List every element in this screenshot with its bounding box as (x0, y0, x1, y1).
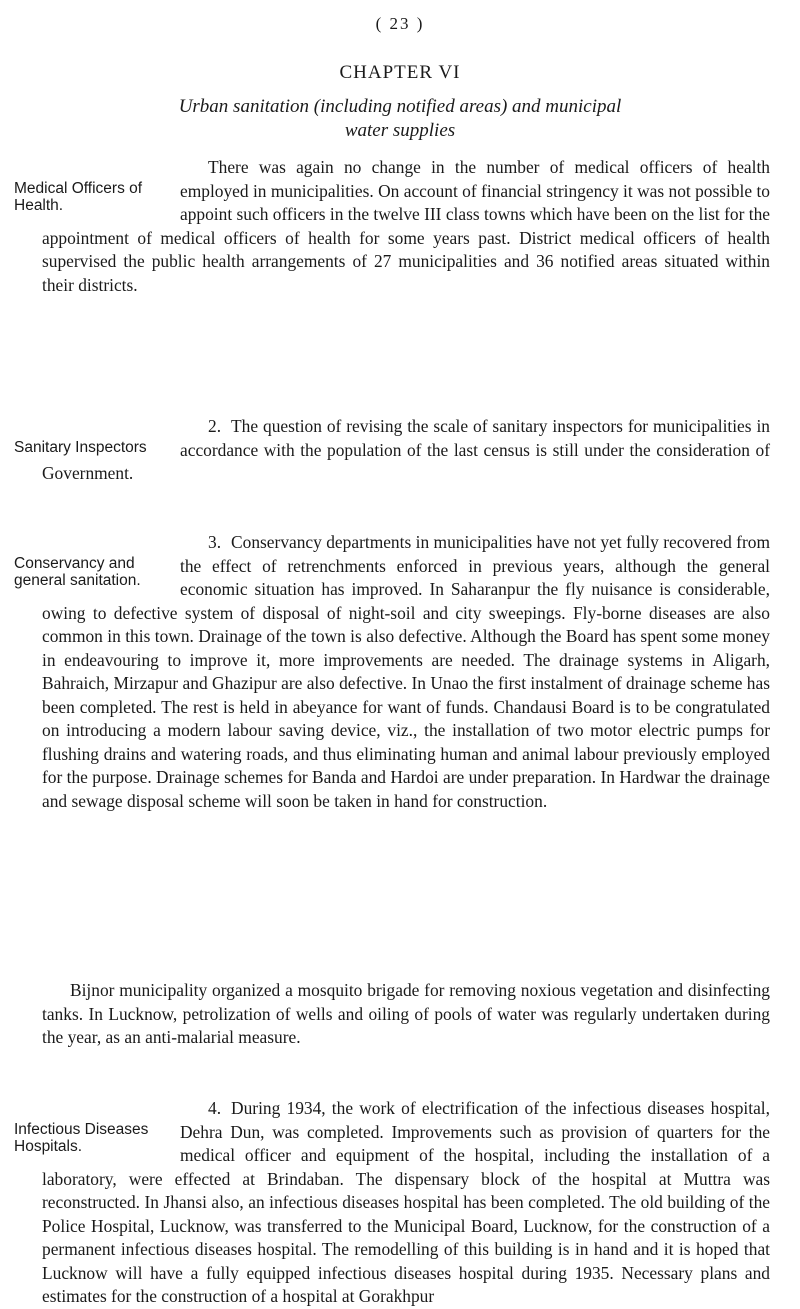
paragraph-number: 4. (208, 1098, 222, 1118)
paragraph-number: 3. (208, 532, 222, 552)
chapter-title: CHAPTER VI (339, 62, 461, 83)
paragraph-text: Bijnor municipality organized a mosquito brigade for removing noxious vegetation and disinfecting tanks. In Lucknow, petrolization of wells and oiling of pools of water was regularly undertaken during the year, as an anti-malarial measure. (42, 980, 770, 1047)
paragraph-medical-officers (14, 156, 770, 297)
side-heading-infectious-diseases: Infectious Diseases Hospitals. (14, 1120, 149, 1155)
paragraph-number: 2. (208, 416, 222, 436)
side-heading-medical-officers: Medical Officers of Health. (14, 179, 143, 214)
paragraph-text: Conservancy departments in municipalities have not yet fully recovered from the effect of retrenchments enforced in previous years, although the general economic situation has improved. In Saharanpur the fly nuisance is considerable, owing to defective system of disposal of night-soil and city sweepings. Fly-borne diseases are also common in this town. Drainage of the town is also defective. Although the Board has spent some money in endeavouring to improve it, more improvements are needed. The drainage systems in Aligarh, Bahraich, Mirzapur and Ghazipur are also defective. In Unao the first instalment of drainage scheme has been completed. The rest is held in abeyance for want of funds. Chandausi Board is to be congratulated on introducing a modern labour saving device, viz., the installation of two motor electric pumps for flushing drains and watering roads, and thus eliminating human and animal labour previously employed for the purpose. Drainage schemes for Banda and Hardoi are under preparation. In Hardwar the drainage and sewage disposal scheme will soon be taken in hand for construction. (42, 532, 770, 811)
side-heading-conservancy: Conservancy and general sanitation. (14, 554, 141, 589)
section-title: Urban sanitation (including notified areas) and municipal water supplies (178, 96, 622, 141)
paragraph-text: During 1934, the work of electrification of the infectious diseases hospital, Dehra Dun, was completed. Improvements such as provision of quarters for the medical officer and equipment of the hospital, including the installation of a laboratory, were effected at Brindaban. The dispensary block of the hospital at Muttra was reconstructed. In Jhansi also, an infectious diseases hospital has been completed. The old building of the Police Hospital, Lucknow, was transferred to the Municipal Board, Lucknow, for the construction of a permanent infectious diseases hospital. The remodelling of this building is in hand and it is hoped that Lucknow will have a fully equipped infectious diseases hospital during 1935. Necessary plans and estimates for the construction of a hospital at Gorakhpur (42, 1098, 770, 1306)
paragraph-text: The question of revising the scale of sanitary inspectors for municipalities in accordance with the population of the last census is still under the consideration of Government. (42, 416, 770, 483)
paragraph-sanitary-inspectors (14, 415, 770, 486)
paragraph-conservancy (14, 531, 770, 813)
paragraph-bijnor (42, 979, 770, 1050)
side-heading-sanitary-inspectors: Sanitary Inspectors (14, 438, 147, 456)
paragraph-infectious-diseases (14, 1097, 770, 1309)
page-number: ( 23 ) (375, 14, 425, 33)
paragraph-text: There was again no change in the number of medical officers of health employed in municipalities. On account of financial stringency it was not possible to appoint such officers in the twelve III class towns which have been on the list for the appointment of medical officers of health for some years past. District medical officers of health supervised the public health arrangements of 27 municipalities and 36 notified areas situated within their districts. (42, 157, 770, 295)
